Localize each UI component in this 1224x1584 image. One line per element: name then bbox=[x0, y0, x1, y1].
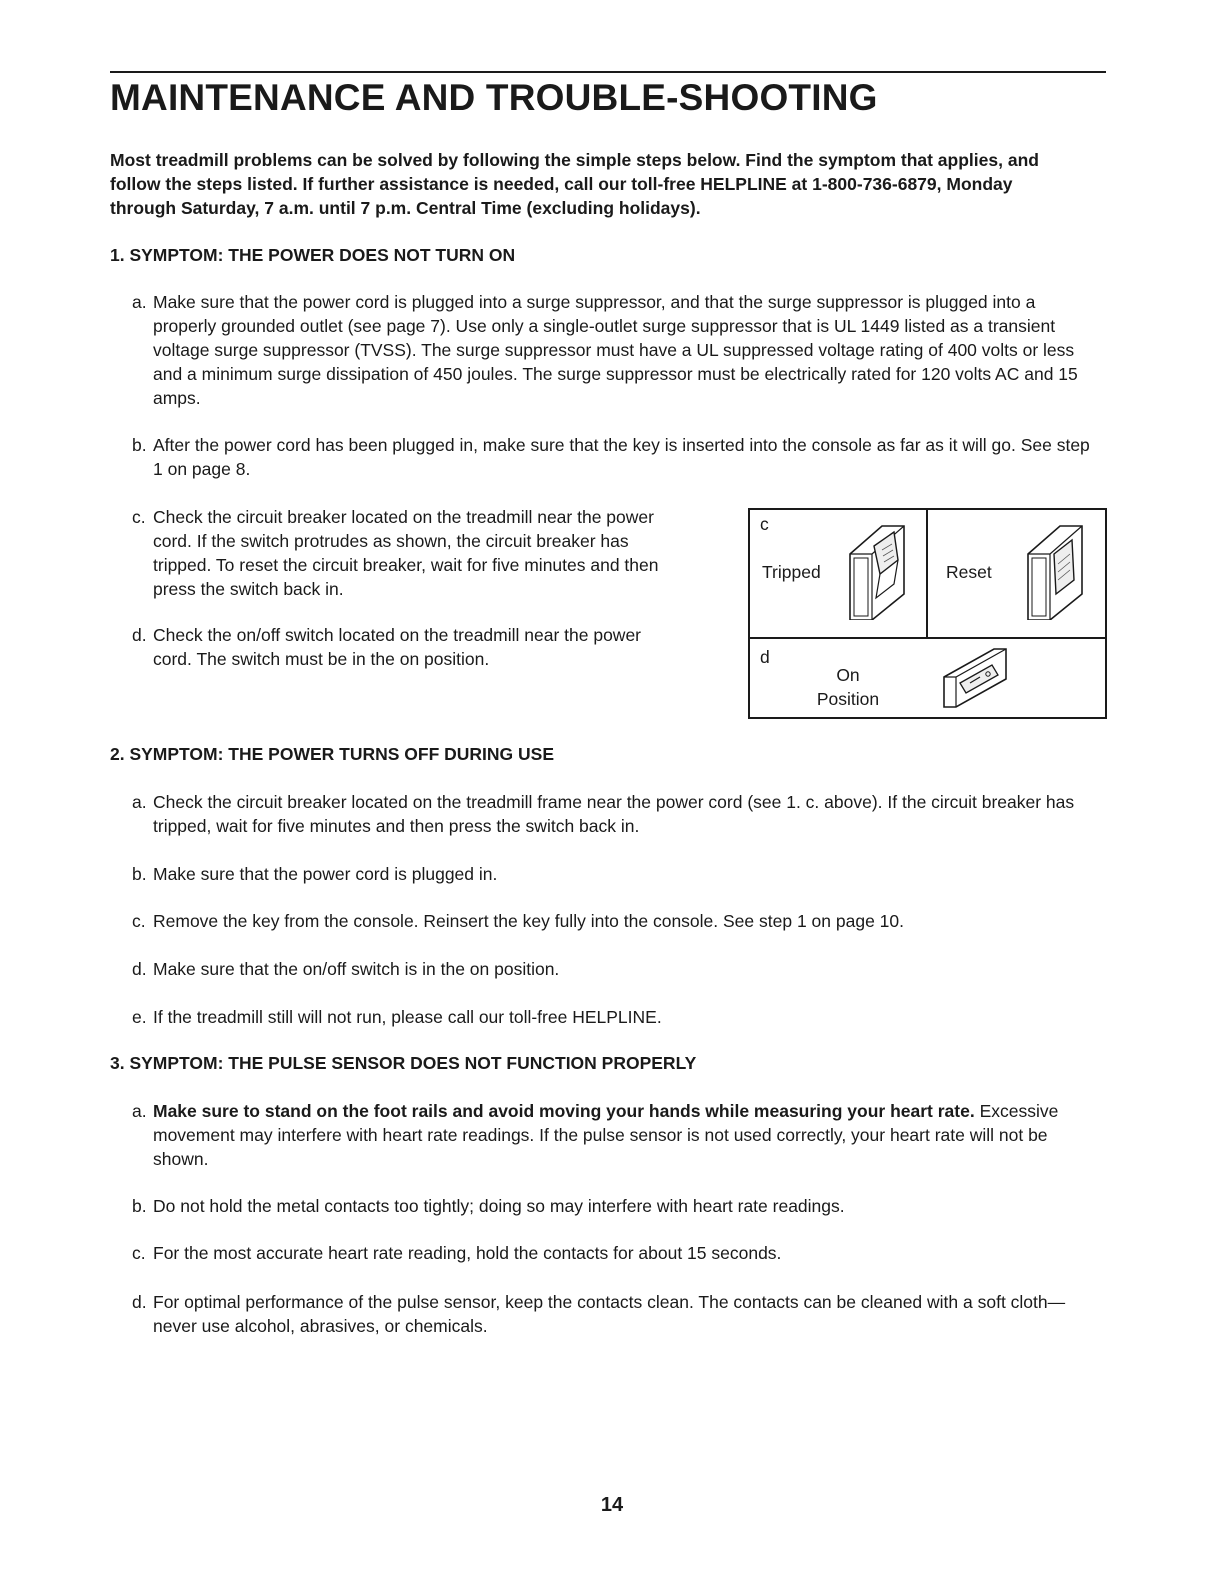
on-position-label bbox=[798, 663, 898, 711]
symptom-2-step-a bbox=[132, 790, 1102, 838]
step-letter: a. bbox=[132, 292, 147, 312]
switch-figure bbox=[748, 508, 1107, 719]
step-letter: a. bbox=[132, 1101, 147, 1121]
tripped-label: Tripped bbox=[762, 562, 821, 582]
symptom-2-heading: 2. SYMPTOM: THE POWER TURNS OFF DURING USE bbox=[110, 744, 555, 764]
position-label: Position bbox=[816, 689, 880, 709]
circuit-breaker-reset-icon bbox=[1024, 524, 1086, 620]
step-text: After the power cord has been plugged in, make sure that the key is inserted into the console as far as it will go. See step 1 on page 8. bbox=[153, 435, 1090, 479]
step-body bbox=[153, 1099, 1092, 1171]
symptom-3-heading: 3. SYMPTOM: THE PULSE SENSOR DOES NOT FUNCTION PROPERLY bbox=[110, 1053, 697, 1073]
symptom-1-heading: 1. SYMPTOM: THE POWER DOES NOT TURN ON bbox=[110, 245, 516, 265]
on-off-switch-icon bbox=[940, 647, 1012, 709]
symptom-1-step-a bbox=[132, 290, 1102, 410]
title-rule bbox=[110, 71, 1106, 73]
step-letter: d. bbox=[132, 1292, 147, 1312]
circuit-breaker-tripped-icon bbox=[846, 524, 908, 620]
symptom-2-step-e bbox=[132, 1005, 1102, 1029]
step-text: Make sure that the power cord is plugged into a surge suppressor, and that the surge suppressor is plugged into a properly grounded outlet (see page 7). Use only a single-outlet surge suppressor that is UL 1449 listed as a transient voltage surge suppressor (TVSS). The surge suppressor must have a UL suppressed voltage rating of 400 volts or less and a minimum surge dissipation of 450 joules. The surge suppressor must be electrically rated for 120 volts AC and 15 amps. bbox=[153, 292, 1078, 408]
reset-label: Reset bbox=[946, 562, 992, 582]
step-letter: a. bbox=[132, 792, 147, 812]
step-text: Make sure that the on/off switch is in the on position. bbox=[153, 959, 560, 979]
figure-letter-c: c bbox=[760, 514, 769, 534]
step-text: Excessive movement may interfere with heart rate readings. If the pulse sensor is not used correctly, your heart rate will not be shown. bbox=[153, 1101, 1059, 1169]
step-text: Do not hold the metal contacts too tightly; doing so may interfere with heart rate readings. bbox=[153, 1196, 845, 1216]
symptom-3-step-a bbox=[132, 1099, 1092, 1171]
on-label: On bbox=[836, 665, 860, 685]
step-text: Remove the key from the console. Reinsert the key fully into the console. See step 1 on page 10. bbox=[153, 911, 904, 931]
step-text: For the most accurate heart rate reading, hold the contacts for about 15 seconds. bbox=[153, 1243, 782, 1263]
figure-on-position-panel bbox=[750, 639, 1105, 717]
step-text: Check the on/off switch located on the treadmill near the power cord. The switch must be in the on position. bbox=[153, 625, 642, 669]
step-text: Check the circuit breaker located on the treadmill frame near the power cord (see 1. c. above). If the circuit breaker has tripped, wait for five minutes and then press the switch back in. bbox=[153, 792, 1075, 836]
figure-tripped-panel bbox=[750, 510, 928, 639]
step-letter: b. bbox=[132, 864, 147, 884]
step-letter: d. bbox=[132, 625, 147, 645]
symptom-1-step-b bbox=[132, 433, 1102, 481]
symptom-3-step-b bbox=[132, 1194, 1102, 1218]
step-text: Make sure that the power cord is plugged in. bbox=[153, 864, 498, 884]
step-text: Check the circuit breaker located on the treadmill near the power cord. If the switch protrudes as shown, the circuit breaker has tripped. To reset the circuit breaker, wait for five minutes and then press the switch back in. bbox=[153, 507, 659, 599]
step-letter: b. bbox=[132, 435, 147, 455]
symptom-2-step-d bbox=[132, 957, 1102, 981]
page-title: MAINTENANCE AND TROUBLE-SHOOTING bbox=[110, 77, 878, 118]
step-letter: e. bbox=[132, 1007, 147, 1027]
step-text: If the treadmill still will not run, please call our toll-free HELPLINE. bbox=[153, 1007, 662, 1027]
figure-letter-d: d bbox=[760, 647, 770, 667]
step-letter: c. bbox=[132, 507, 146, 527]
step-text: For optimal performance of the pulse sensor, keep the contacts clean. The contacts can be cleaned with a soft cloth—never use alcohol, abrasives, or chemicals. bbox=[153, 1292, 1066, 1336]
figure-reset-panel bbox=[928, 510, 1105, 639]
symptom-2-step-b bbox=[132, 862, 1102, 886]
symptom-1-step-d bbox=[132, 623, 662, 671]
step-strong-text: Make sure to stand on the foot rails and avoid moving your hands while measuring your heart rate. bbox=[153, 1101, 975, 1121]
symptom-3-step-d bbox=[132, 1290, 1097, 1338]
step-letter: b. bbox=[132, 1196, 147, 1216]
symptom-1-step-c bbox=[132, 505, 667, 601]
step-letter: d. bbox=[132, 959, 147, 979]
intro-paragraph: Most treadmill problems can be solved by following the simple steps below. Find the symptom that applies, and follow the steps listed. If further assistance is needed, call our toll-free HELPLINE at 1-800-736-6879, Monday through Saturday, 7 a.m. until 7 p.m. Central Time (excluding holidays). bbox=[110, 150, 1039, 218]
page-number: 14 bbox=[600, 1494, 624, 1516]
step-letter: c. bbox=[132, 1243, 146, 1263]
symptom-3-step-c bbox=[132, 1241, 1102, 1265]
symptom-2-step-c bbox=[132, 909, 1102, 933]
step-letter: c. bbox=[132, 911, 146, 931]
